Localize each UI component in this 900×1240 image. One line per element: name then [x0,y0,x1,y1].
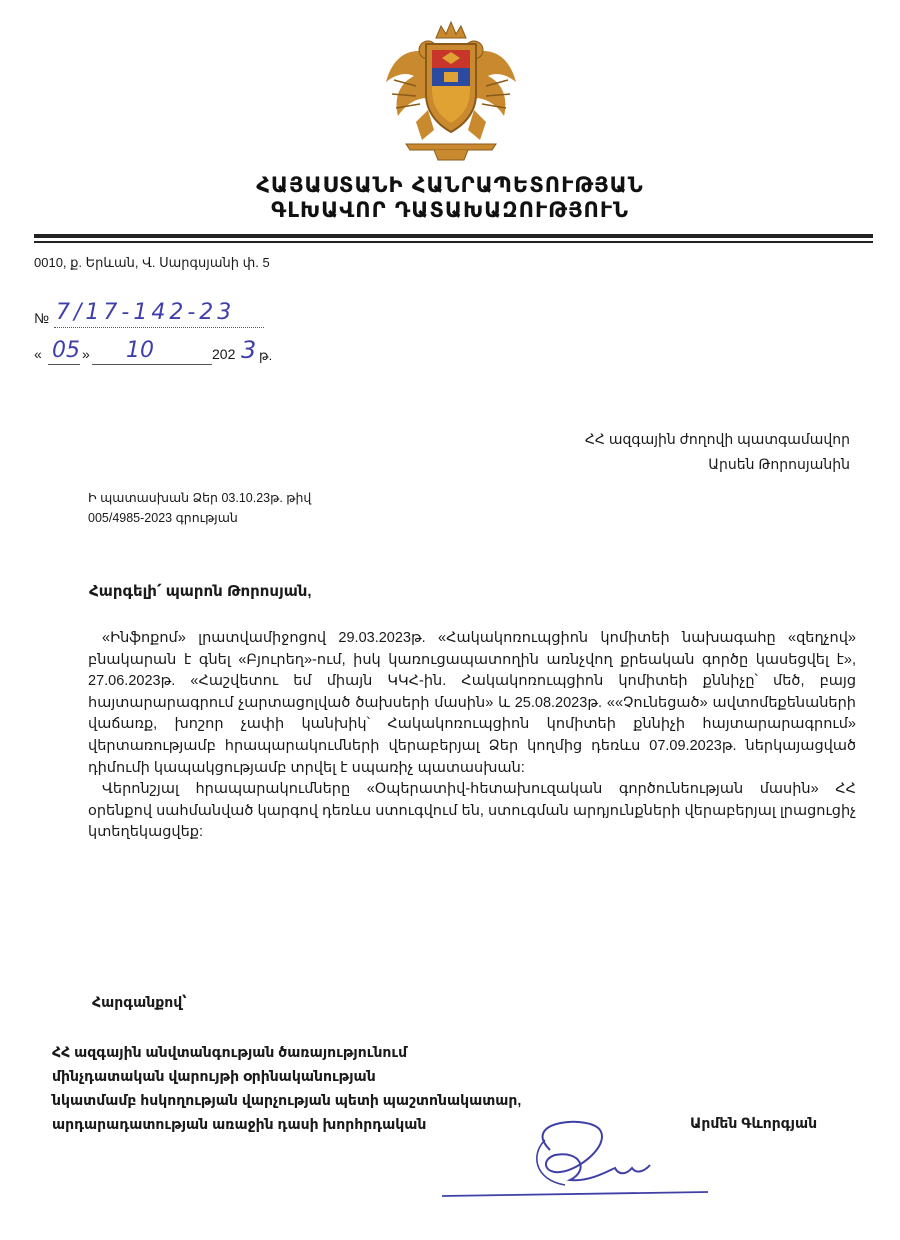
reply-reference-line1: Ի պատասխան Ձեր 03.10.23թ. թիվ [88,491,312,505]
signer-line3: նկատմամբ հսկողության վարչության պետի պաշտոնակատար, [52,1092,522,1108]
recipient-block [470,427,850,477]
reply-reference-line2: 005/4985-2023 գրության [88,511,238,525]
date-day: 05 [52,338,80,363]
closing: Հարգանքով՝ [92,994,187,1010]
date-year-suffix: թ. [259,348,273,363]
agency-title-line1: ՀԱՅԱՍՏԱՆԻ ՀԱՆՐԱՊԵՏՈՒԹՅԱՆ [256,173,644,197]
body-paragraph-2: Վերոնշյալ հրապարակումները «Օպերատիվ-հետախուզական գործունեության մասին» ՀՀ օրենքով սահմանված կարգով դեռևս ստուգվում են, ստուգման արդյունքների վերաբերյալ լրացուցիչ կտեղեկացվեք: [88,781,856,841]
signer-line4: արդարադատության առաջին դասի խորհրդական [52,1116,427,1132]
date-month-underline [92,364,212,365]
date-month: 10 [126,338,154,363]
date-close-quote: » [82,346,90,362]
agency-address: 0010, ք. Երևան, Վ. Սարգսյանի փ. 5 [34,255,270,270]
reference-prefix: № [34,310,50,326]
body-paragraph-1: «Ինֆոքոմ» լրատվամիջոցով 29.03.2023թ. «Հակակոռուպցիոն կոմիտեի նախագահը «զեղչով» բնակարան է գնել «Բյուրեղ»-ում, իսկ կառուցապատողին առնչվող քրեական գործը կասեցվել է», 27.06.2023թ. «Հաշվետու եմ միայն ԿԿՀ-ին. Հակակոռուպցիոն կոմիտեի քննիչը՝ մեծ, բայց հայտարարագրում չարտացոլված ծախսերի մասին» և 25.08.2023թ. ««Չունեցած» ավտոմեքենաների վաճառք, խոշոր չափի կանխիկ՝ Հակակոռուպցիոն կոմիտեի քննիչի հայտարարագրում» վերտառությամբ հրապարակումների վերաբերյալ Ձեր կողմից դեռևս 07.09.2023թ. ներկայացված դիմումի կապակցությամբ տրվել է սպառիչ պատասխան: [88,630,856,776]
signer-line1: ՀՀ ազգային անվտանգության ծառայությունում [52,1044,408,1060]
handwritten-signature [440,1110,710,1205]
date-year-digit: 3 [241,336,257,364]
agency-title-line2: ԳԼԽԱՎՈՐ ԴԱՏԱԽԱԶՈՒԹՅՈՒՆ [270,198,630,222]
coat-of-arms-emblem [376,12,526,162]
reference-line [34,300,294,330]
signer-line2: մինչդատական վարույթի օրինականության [52,1068,376,1084]
date-day-underline [48,364,80,365]
header-thick-rule [34,234,873,238]
header-thin-rule [34,241,873,243]
recipient-name: Արսեն Թորոսյանին [708,456,850,472]
date-open-quote: « [34,346,42,362]
reference-number: 7/17-142-23 [56,300,236,325]
salutation: Հարգելի՛ պարոն Թորոսյան, [89,583,312,600]
letter-body [88,628,856,844]
reference-underline [54,327,264,328]
date-year-prefix: 202 [212,346,236,362]
recipient-title: ՀՀ ազգային ժողովի պատգամավոր [584,431,850,447]
reply-reference [88,488,311,528]
date-line [34,336,304,368]
signer-name: Արմեն Գևորգյան [690,1115,818,1131]
